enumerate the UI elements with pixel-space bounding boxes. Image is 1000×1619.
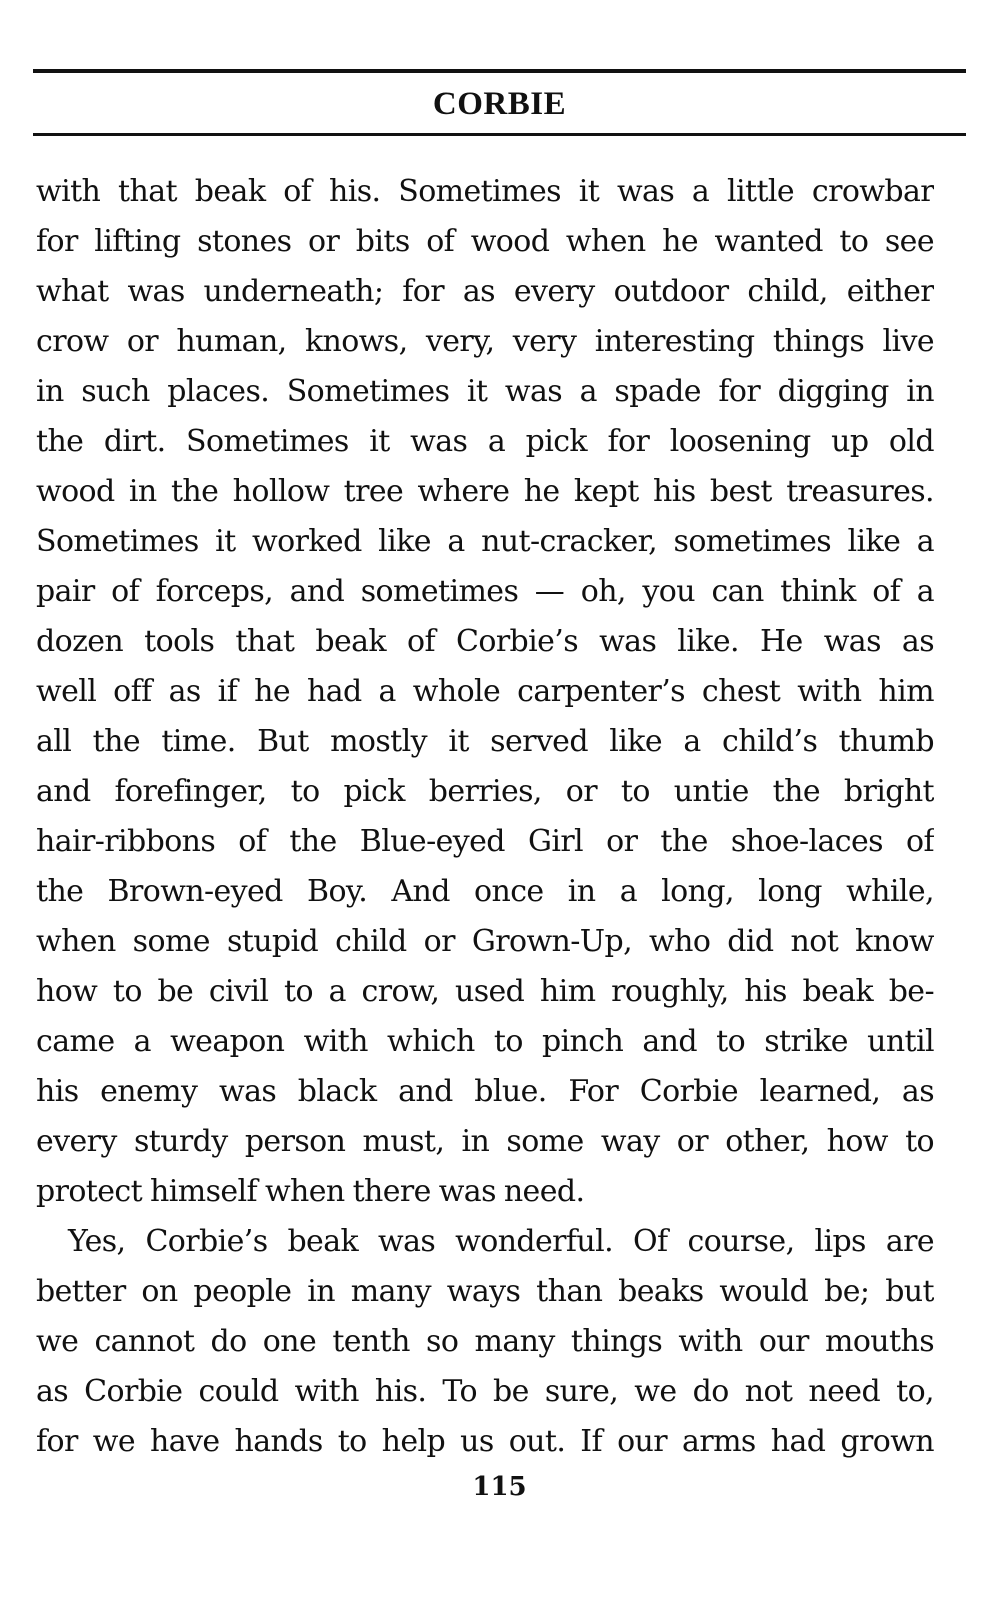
paragraph-2 <box>36 1217 934 1467</box>
text-line: pair of forceps, and sometimes — oh, you can think of a <box>36 574 934 609</box>
text-line: well off as if he had a whole carpenter’s chest with him <box>36 674 934 709</box>
text-line: with that beak of his. Sometimes it was a little crowbar <box>36 174 934 209</box>
running-title: CORBIE <box>432 86 567 122</box>
text-line: when some stupid child or Grown-Up, who did not know <box>36 924 934 959</box>
text-line: hair-ribbons of the Blue-eyed Girl or the shoe-laces of <box>36 824 934 859</box>
text-line: in such places. Sometimes it was a spade for digging in <box>36 374 934 409</box>
header-rule-top <box>33 69 966 73</box>
body-text <box>36 167 934 1467</box>
text-line: how to be civil to a crow, used him roughly, his beak be- <box>36 974 934 1009</box>
page-number: 115 <box>472 1472 527 1502</box>
text-line: crow or human, knows, very, very interesting things live <box>36 324 934 359</box>
text-line: better on people in many ways than beaks would be; but <box>36 1274 934 1309</box>
text-line: what was underneath; for as every outdoor child, either <box>36 274 934 309</box>
text-line: came a weapon with which to pinch and to strike until <box>36 1024 934 1059</box>
text-line: as Corbie could with his. To be sure, we do not need to, <box>36 1374 934 1409</box>
text-line: every sturdy person must, in some way or other, how to <box>36 1124 934 1159</box>
text-line: his enemy was black and blue. For Corbie learned, as <box>36 1074 934 1109</box>
text-line: for lifting stones or bits of wood when he wanted to see <box>36 224 934 259</box>
text-line: and forefinger, to pick berries, or to untie the bright <box>36 774 934 809</box>
text-line: all the time. But mostly it served like a child’s thumb <box>36 724 934 759</box>
text-line: protect himself when there was need. <box>36 1174 585 1209</box>
text-line: Sometimes it worked like a nut-cracker, sometimes like a <box>36 524 934 559</box>
text-line: wood in the hollow tree where he kept his best treasures. <box>36 474 934 509</box>
header-rule-bottom <box>33 133 966 136</box>
text-line: the dirt. Sometimes it was a pick for loosening up old <box>36 424 934 459</box>
text-line: we cannot do one tenth so many things with our mouths <box>36 1324 934 1359</box>
text-line: the Brown-eyed Boy. And once in a long, long while, <box>36 874 934 909</box>
text-line: for we have hands to help us out. If our arms had grown <box>36 1424 934 1459</box>
paragraph-1 <box>36 167 934 1217</box>
text-line: dozen tools that beak of Corbie’s was like. He was as <box>36 624 934 659</box>
text-line: Yes, Corbie’s beak was wonderful. Of course, lips are <box>68 1224 934 1259</box>
